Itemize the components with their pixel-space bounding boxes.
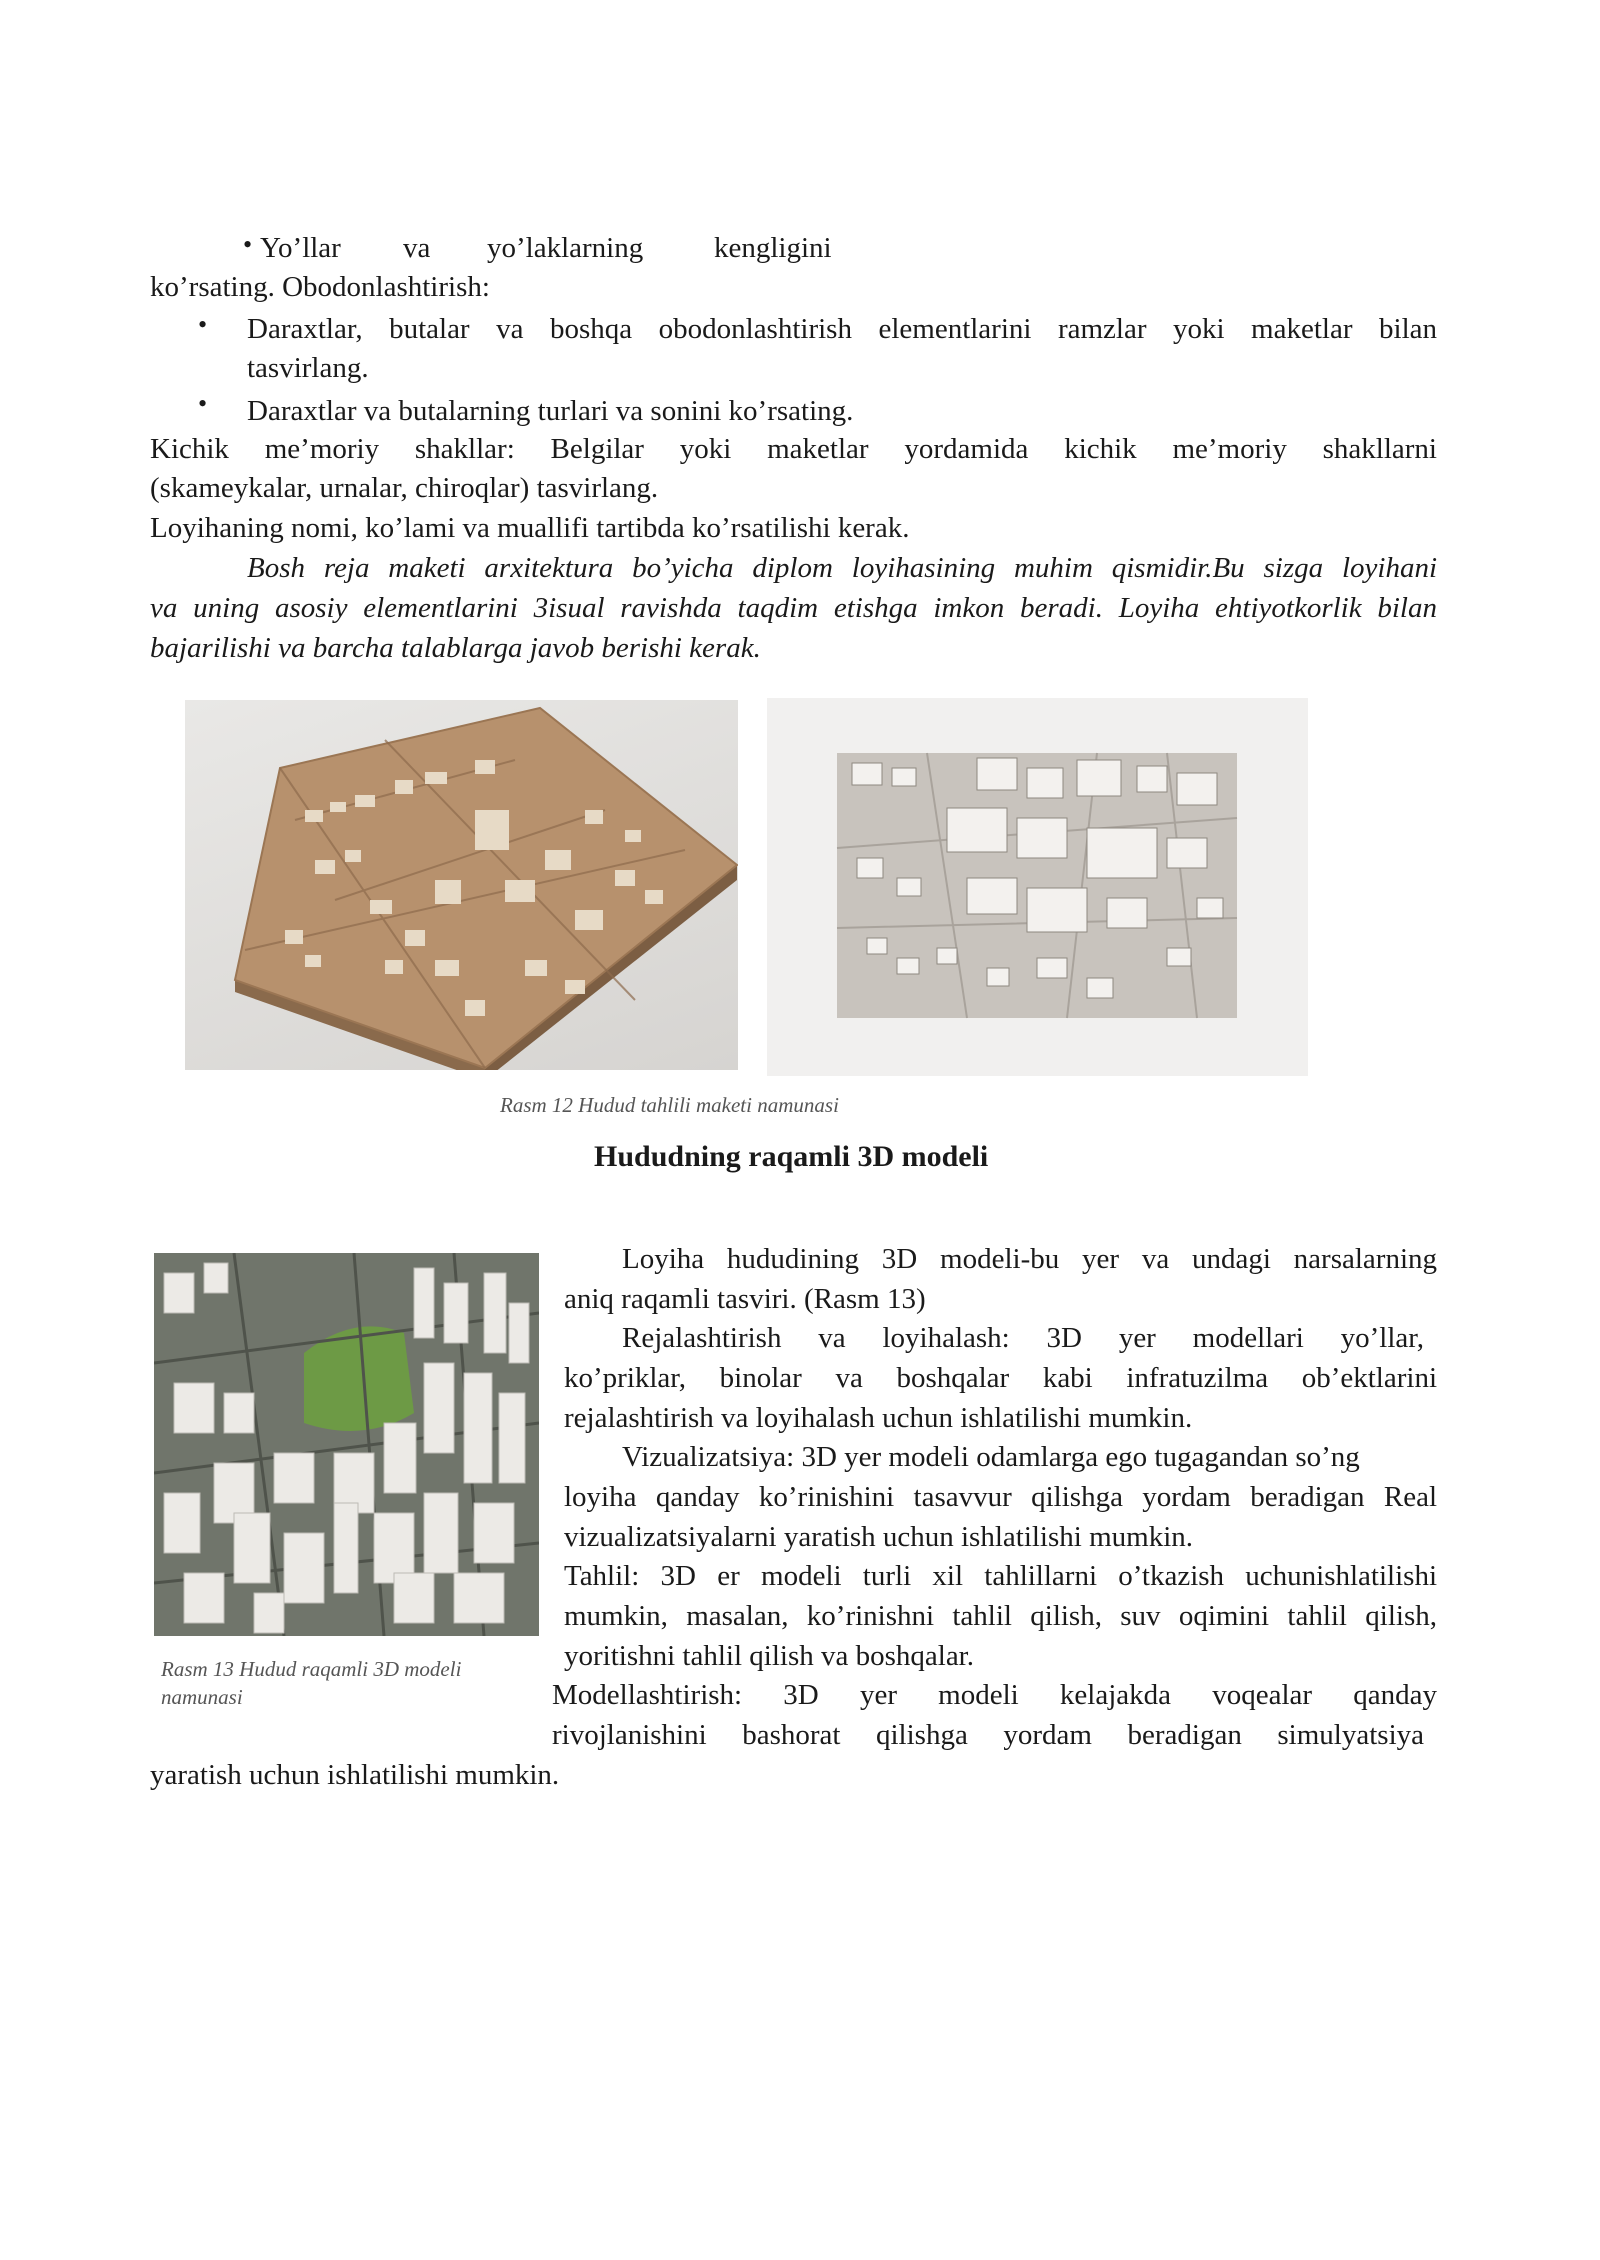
text-line: Tahlil: 3D er modeli turli xil tahlillarni o’tkazish uchunishlatilishi: [564, 1560, 1437, 1592]
text-line: Yo’llar: [260, 232, 341, 264]
figure-caption: Rasm 13 Hudud raqamli 3D modeli: [161, 1657, 462, 1681]
text-line: ko’priklar, binolar va boshqalar kabi infratuzilma ob’ektlarini: [564, 1362, 1437, 1394]
text-line: rivojlanishini bashorat qilishga yordam beradigan simulyatsiya: [552, 1719, 1424, 1751]
italic-line: va uning asosiy elementlarini 3isual ravishda taqdim etishga imkon beradi. Loyiha ehtiyotkorlik bilan: [150, 592, 1437, 624]
section-heading: Hududning raqamli 3D modeli: [594, 1140, 989, 1173]
white-massing-model-photo: [767, 698, 1308, 1076]
text-line: vizualizatsiyalarni yaratish uchun ishlatilishi mumkin.: [564, 1521, 1194, 1553]
text-line: mumkin, masalan, ko’rinishni tahlil qilish, suv oqimini tahlil qilish,: [564, 1600, 1437, 1632]
figure-caption: namunasi: [161, 1685, 243, 1709]
bullet-marker: •: [198, 389, 208, 418]
text-line: Loyihaning nomi, ko’lami va muallifi tartibda ko’rsatilishi kerak.: [150, 512, 910, 544]
text-line: ko’rsating. Obodonlashtirish:: [150, 271, 490, 303]
wooden-site-model-photo: [185, 700, 738, 1070]
text-line: (skameykalar, urnalar, chiroqlar) tasvirlang.: [150, 472, 659, 504]
text-line: kengligini: [714, 232, 832, 264]
italic-line: bajarilishi va barcha talablarga javob berishi kerak.: [150, 632, 761, 664]
text-line: Vizualizatsiya: 3D yer modeli odamlarga ego tugagandan so’ng: [622, 1441, 1360, 1473]
text-line: Daraxtlar, butalar va boshqa obodonlashtirish elementlarini ramzlar yoki maketlar bilan: [247, 313, 1437, 345]
text-line: yaratish uchun ishlatilishi mumkin.: [150, 1759, 560, 1791]
text-line: Loyiha hududining 3D modeli-bu yer va undagi narsalarning: [622, 1243, 1437, 1275]
text-line: rejalashtirish va loyihalash uchun ishlatilishi mumkin.: [564, 1402, 1193, 1434]
text-line: Modellashtirish: 3D yer modeli kelajakda voqealar qanday: [552, 1679, 1437, 1711]
bullet-marker: •: [243, 230, 253, 259]
text-line: Daraxtlar va butalarning turlari va sonini ko’rsating.: [247, 395, 854, 427]
text-line: va: [403, 232, 431, 264]
text-line: loyiha qanday ko’rinishini tasavvur qilishga yordam beradigan Real: [564, 1481, 1437, 1513]
figure-caption: Rasm 12 Hudud tahlili maketi namunasi: [500, 1093, 839, 1117]
aerial-3d-city-model: [154, 1253, 539, 1636]
text-line: Rejalashtirish va loyihalash: 3D yer modellari yo’llar,: [622, 1322, 1424, 1354]
text-line: aniq raqamli tasviri. (Rasm 13): [564, 1283, 926, 1315]
italic-line: Bosh reja maketi arxitektura bo’yicha diplom loyihasining muhim qismidir.Bu sizga loyihani: [247, 552, 1437, 584]
text-line: Kichik me’moriy shakllar: Belgilar yoki maketlar yordamida kichik me’moriy shakllarni: [150, 433, 1437, 465]
bullet-marker: •: [198, 310, 208, 339]
text-line: yoritishni tahlil qilish va boshqalar.: [564, 1640, 974, 1672]
text-line: yo’laklarning: [487, 232, 644, 264]
text-line: tasvirlang.: [247, 352, 369, 384]
